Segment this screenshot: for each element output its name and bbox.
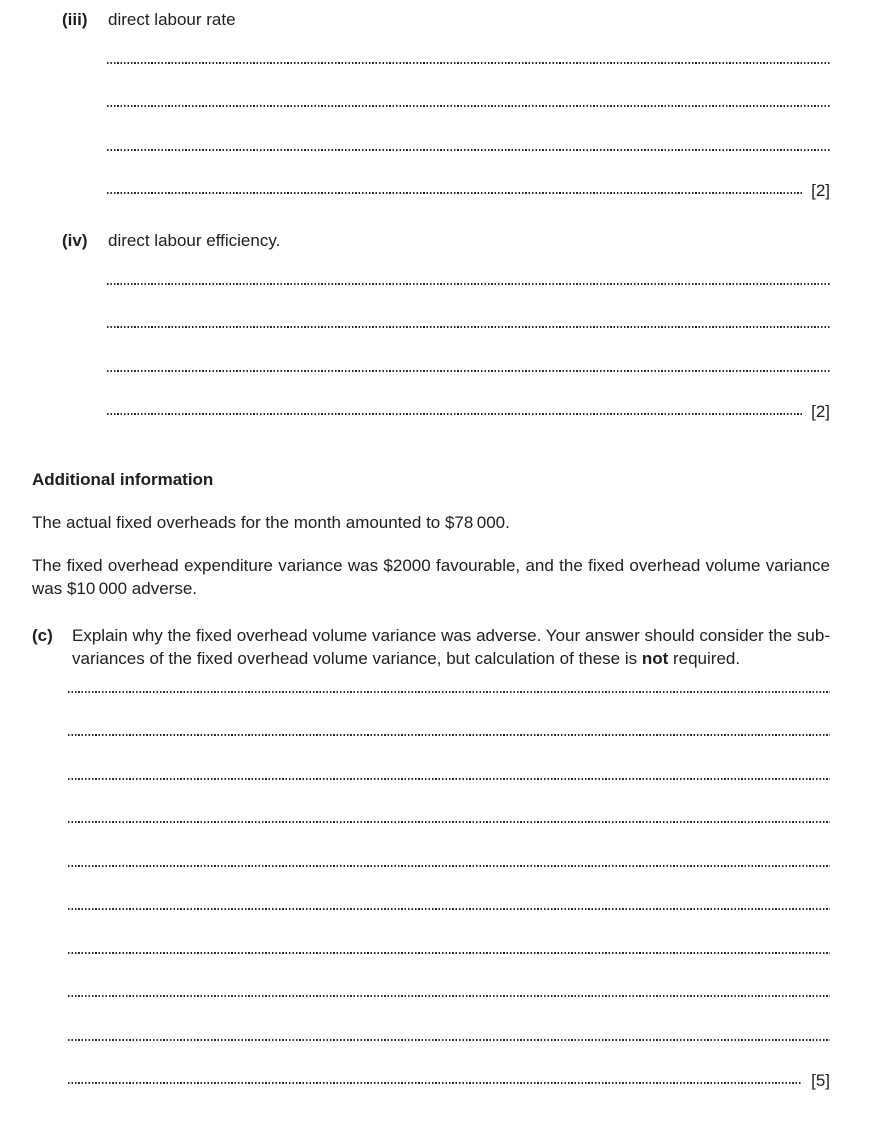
- answer-lines-iii: [107, 25, 830, 199]
- dotted-rule: [107, 149, 830, 151]
- additional-information-heading: Additional information: [32, 470, 214, 489]
- dotted-rule: [107, 370, 830, 372]
- dotted-rule: [68, 865, 830, 867]
- answer-line: [107, 25, 830, 69]
- dotted-rule: [107, 283, 830, 285]
- dotted-rule: [107, 413, 802, 415]
- answer-line: [107, 246, 830, 290]
- part-c-prompt: [72, 624, 830, 670]
- answer-line: [68, 959, 830, 1003]
- dotted-rule: [68, 1082, 802, 1084]
- marks-label: [2]: [811, 181, 830, 200]
- answer-lines-iv: [107, 246, 830, 420]
- dotted-rule: [68, 734, 830, 736]
- dotted-rule: [68, 952, 830, 954]
- marks-label: [2]: [811, 402, 830, 421]
- part-c: [32, 624, 830, 1089]
- dotted-rule: [68, 691, 830, 693]
- dotted-rule: [68, 821, 830, 823]
- dotted-rule: [107, 326, 830, 328]
- part-c-header: [32, 624, 830, 670]
- sub-question-iii-title: direct labour rate: [108, 10, 236, 29]
- sub-question-iii: [32, 8, 830, 199]
- answer-line: [107, 112, 830, 156]
- dotted-rule: [107, 62, 830, 64]
- dotted-rule: [68, 778, 830, 780]
- dotted-rule: [68, 1039, 830, 1041]
- part-c-prompt-end: required.: [668, 649, 741, 668]
- part-c-prompt-start: Explain why the fixed overhead volume variance was adverse. Your answer should consider the sub-variances of the fixed overhead volume variance, but calculation of these is: [72, 626, 830, 668]
- dotted-rule: [107, 105, 830, 107]
- answer-line: [107, 333, 830, 377]
- answer-line: [107, 156, 830, 200]
- dotted-rule: [107, 192, 802, 194]
- part-c-label: (c): [32, 626, 53, 645]
- paragraph-actual-overheads: The actual fixed overheads for the month amounted to $78 000.: [32, 513, 510, 532]
- answer-line: [68, 828, 830, 872]
- dotted-rule: [68, 908, 830, 910]
- sub-question-iii-label: (iii): [62, 10, 88, 29]
- answer-line: [68, 915, 830, 959]
- answer-line: [107, 377, 830, 421]
- answer-line: [107, 290, 830, 334]
- answer-line: [68, 872, 830, 916]
- dotted-rule: [68, 995, 830, 997]
- answer-line: [68, 698, 830, 742]
- paragraph-variances: The fixed overhead expenditure variance was $2000 favourable, and the fixed overhead volume variance was $10 000 adverse.: [32, 556, 830, 598]
- answer-line: [68, 1046, 830, 1090]
- answer-line: [107, 69, 830, 113]
- answer-line: [68, 785, 830, 829]
- marks-label: [5]: [811, 1071, 830, 1090]
- answer-line: [68, 1002, 830, 1046]
- answer-lines-c: [68, 654, 830, 1089]
- part-c-prompt-bold: not: [641, 649, 669, 668]
- sub-question-iv: [32, 229, 830, 420]
- sub-question-iv-label: (iv): [62, 231, 88, 250]
- answer-line: [68, 741, 830, 785]
- sub-question-iv-title: direct labour efficiency.: [108, 231, 281, 250]
